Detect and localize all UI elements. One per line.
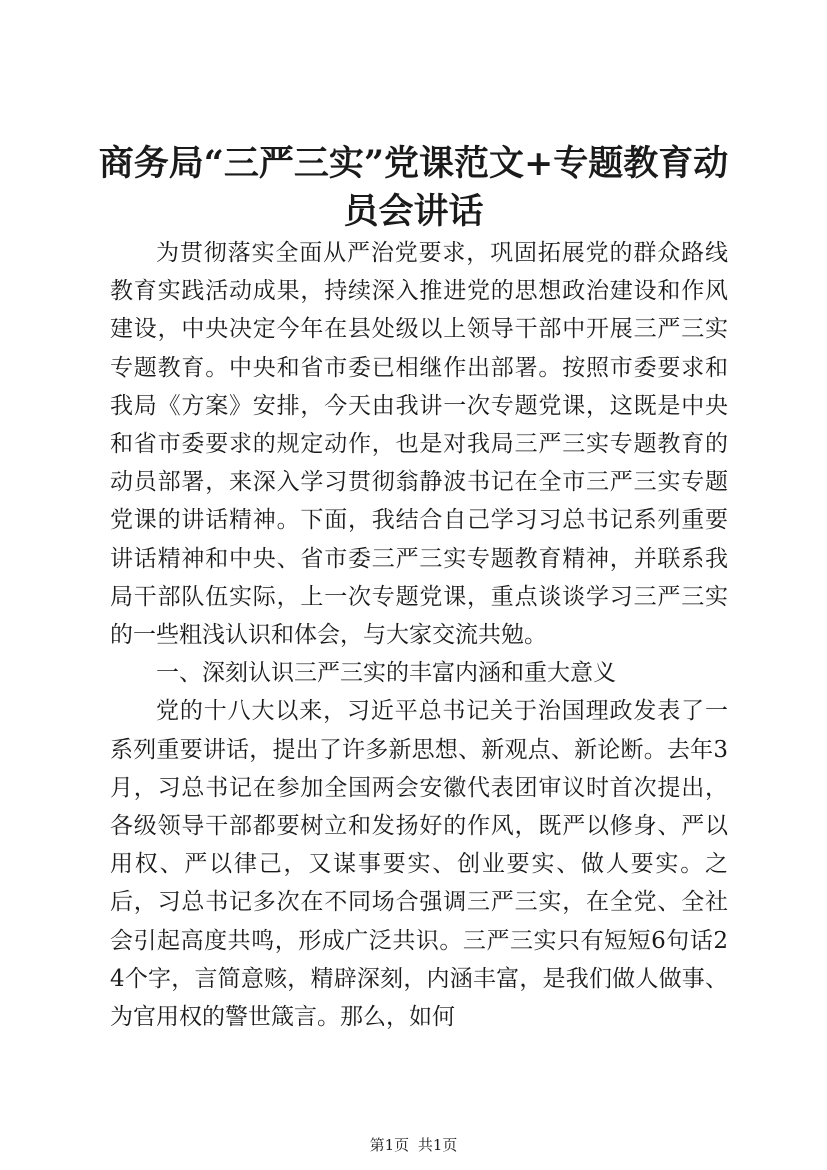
page-total: 共1页	[417, 1136, 458, 1154]
document-title: 商务局“三严三实”党课范文+专题教育动员会讲话	[98, 143, 729, 232]
document-body	[110, 234, 728, 1036]
section-heading: 一、深刻认识三严三实的丰富内涵和重大意义	[156, 660, 616, 687]
section-paragraph: 党的十八大以来，习近平总书记关于治国理政发表了一系列重要讲话，提出了许多新思想、新观点、新论断。去年3月，习总书记在参加全国两会安徽代表团审议时首次提出，各级领导干部都要树立和发扬好的作风，既严以修身、严以用权、严以律己，又谋事要实、创业要实、做人要实。之后，习总书记多次在不同场合强调三严三实，在全党、全社会引起高度共鸣，形成广泛共识。三严三实只有短短6句话24个字，言简意赅，精辟深刻，内涵丰富，是我们做人做事、为官用权的警世箴言。那么，如何	[110, 698, 728, 1031]
intro-paragraph: 为贯彻落实全面从严治党要求，巩固拓展党的群众路线教育实践活动成果，持续深入推进党的思想政治建设和作风建设，中央决定今年在县处级以上领导干部中开展三严三实专题教育。中央和省市委已相继作出部署。按照市委要求和我局《方案》安排，今天由我讲一次专题党课，这既是中央和省市委要求的规定动作，也是对我局三严三实专题教育的动员部署，来深入学习贯彻翁静波书记在全市三严三实专题党课的讲话精神。下面，我结合自己学习习总书记系列重要讲话精神和中央、省市委三严三实专题教育精神，并联系我局干部队伍实际，上一次专题党课，重点谈谈学习三严三实的一些粗浅认识和体会，与大家交流共勉。	[110, 240, 728, 649]
page-number: 第1页	[369, 1136, 410, 1154]
page-footer	[0, 1135, 827, 1155]
